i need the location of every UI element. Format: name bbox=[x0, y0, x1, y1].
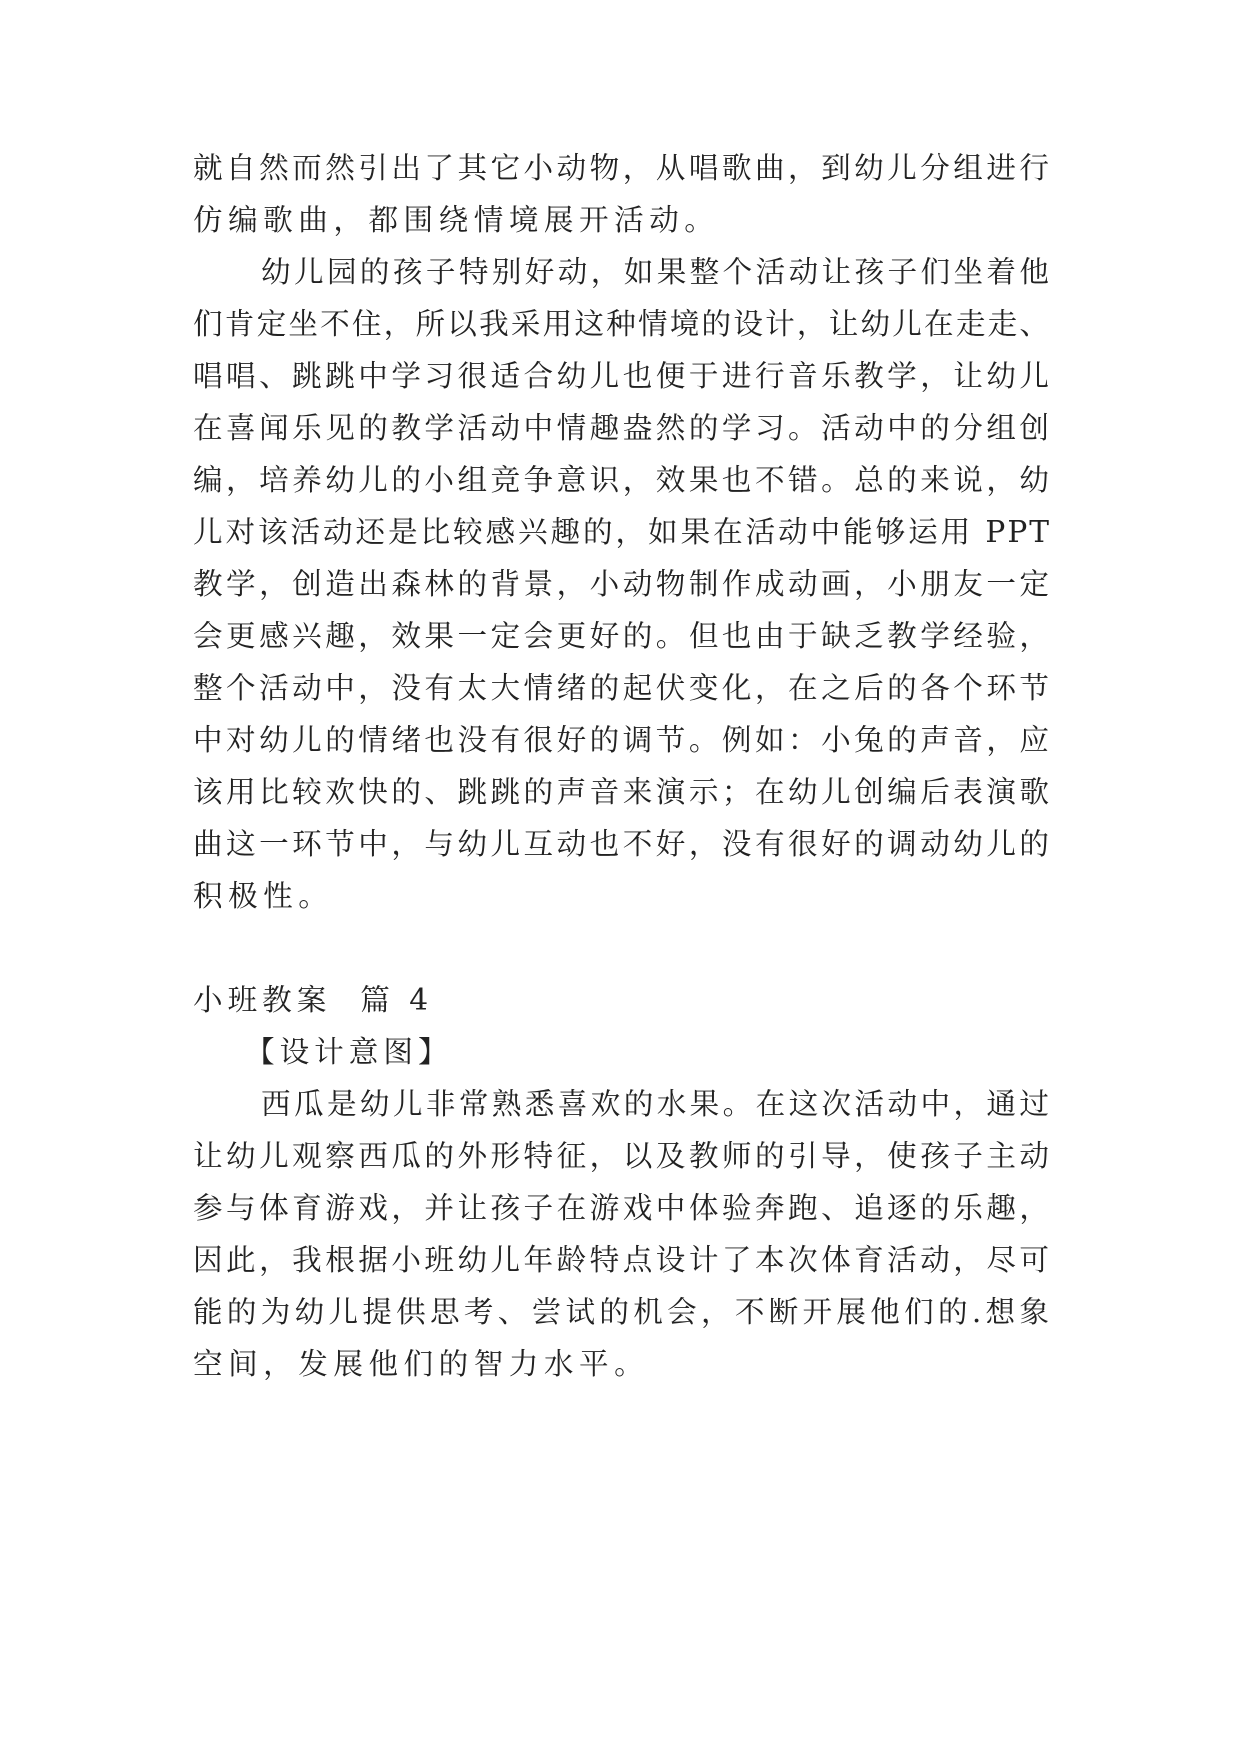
text-line: 整个活动中，没有太大情绪的起伏变化，在之后的各个环节 bbox=[193, 671, 1051, 705]
text-line: 仿编歌曲，都围绕情境展开活动。 bbox=[193, 203, 720, 237]
text-line: 曲这一环节中，与幼儿互动也不好，没有很好的调动幼儿的 bbox=[193, 827, 1051, 861]
text-line: 西瓜是幼儿非常熟悉喜欢的水果。在这次活动中，通过 bbox=[261, 1087, 1051, 1121]
text-line: 会更感兴趣，效果一定会更好的。但也由于缺乏教学经验， bbox=[193, 619, 1051, 653]
text-line: 幼儿园的孩子特别好动，如果整个活动让孩子们坐着他 bbox=[261, 255, 1051, 289]
text-line: 教学，创造出森林的背景，小动物制作成动画，小朋友一定 bbox=[193, 567, 1051, 601]
text-line: 唱唱、跳跳中学习很适合幼儿也便于进行音乐教学，让幼儿 bbox=[193, 359, 1051, 393]
text-line: 参与体育游戏，并让孩子在游戏中体验奔跑、追逐的乐趣， bbox=[193, 1191, 1051, 1225]
text-line: 该用比较欢快的、跳跳的声音来演示；在幼儿创编后表演歌 bbox=[193, 775, 1051, 809]
section-subtitle: 【设计意图】 bbox=[245, 1035, 453, 1069]
text-line: 因此，我根据小班幼儿年龄特点设计了本次体育活动，尽可 bbox=[193, 1243, 1051, 1277]
text-line: 编，培养幼儿的小组竞争意识，效果也不错。总的来说，幼 bbox=[193, 463, 1051, 497]
text-line: 儿对该活动还是比较感兴趣的，如果在活动中能够运用 PPT bbox=[193, 515, 1051, 549]
text-line: 中对幼儿的情绪也没有很好的调节。例如：小兔的声音，应 bbox=[193, 723, 1051, 757]
text-line: 积极性。 bbox=[193, 879, 334, 913]
section-title: 小班教案 篇 4 bbox=[193, 983, 434, 1017]
text-line: 在喜闻乐见的教学活动中情趣盎然的学习。活动中的分组创 bbox=[193, 411, 1051, 445]
text-line: 空间，发展他们的智力水平。 bbox=[193, 1347, 650, 1381]
text-line: 让幼儿观察西瓜的外形特征，以及教师的引导，使孩子主动 bbox=[193, 1139, 1051, 1173]
text-line: 们肯定坐不住，所以我采用这种情境的设计，让幼儿在走走、 bbox=[193, 307, 1051, 341]
text-line: 就自然而然引出了其它小动物，从唱歌曲，到幼儿分组进行 bbox=[193, 151, 1051, 185]
text-line: 能的为幼儿提供思考、尝试的机会，不断开展他们的.想象 bbox=[193, 1295, 1051, 1329]
